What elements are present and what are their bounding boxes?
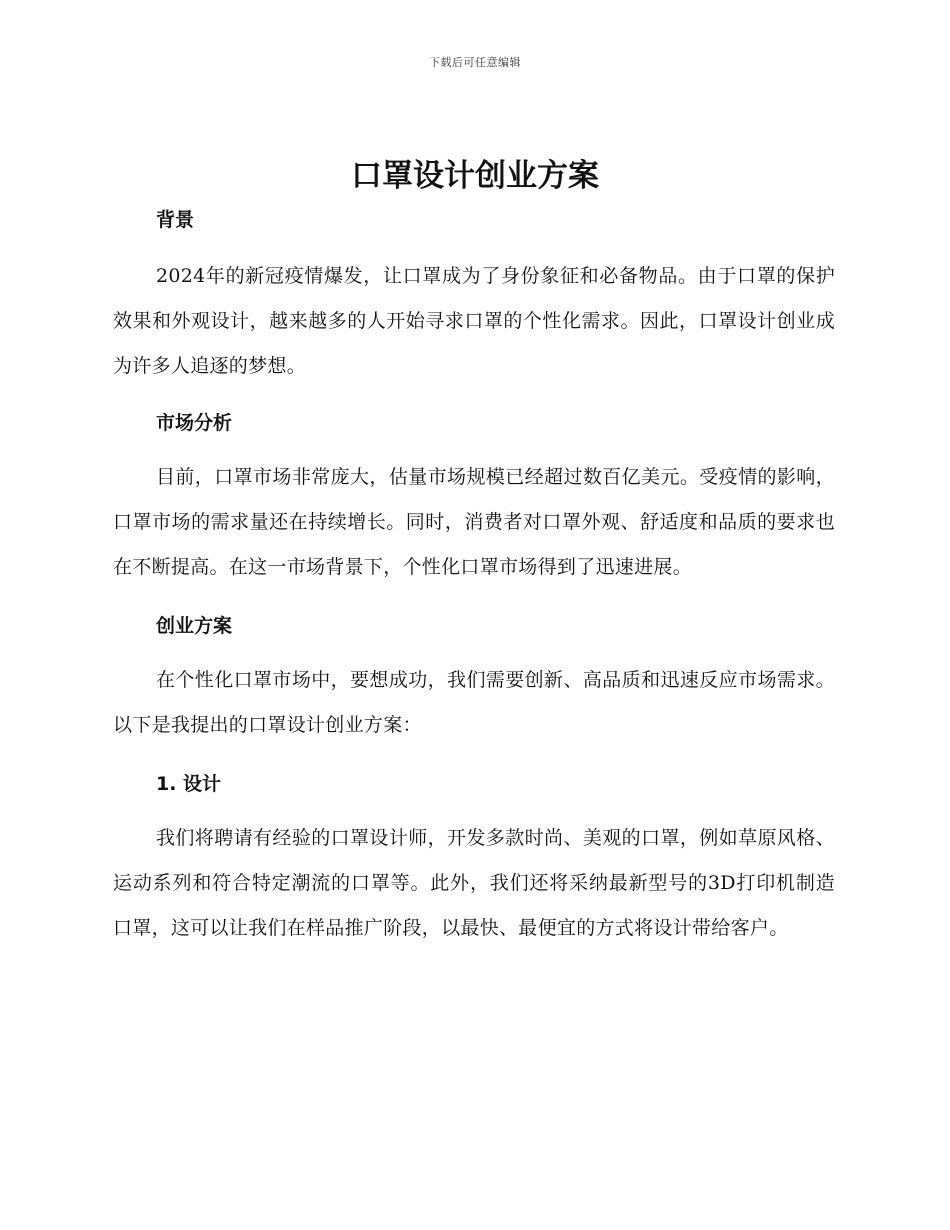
document-body (113, 202, 835, 951)
section-paragraph-market-analysis: 目前，口罩市场非常庞大，估量市场规模已经超过数百亿美元。受疫情的影响，口罩市场的需求量还在持续增长。同时，消费者对口罩外观、舒适度和品质的要求也在不断提高。在这一市场背景下，个性化口罩市场得到了迅速进展。 (113, 466, 835, 578)
section-heading-design: 1. 设计 (156, 773, 222, 795)
document-title: 口罩设计创业方案 (351, 158, 599, 194)
section-heading-business-plan: 创业方案 (156, 615, 233, 637)
section-paragraph-background: 2024年的新冠疫情爆发，让口罩成为了身份象征和必备物品。由于口罩的保护效果和外观设计，越来越多的人开始寻求口罩的个性化需求。因此，口罩设计创业成为许多人追逐的梦想。 (113, 265, 835, 377)
section-paragraph-business-plan: 在个性化口罩市场中，要想成功，我们需要创新、高品质和迅速反应市场需求。以下是我提出的口罩设计创业方案： (113, 669, 835, 736)
section-heading-market-analysis: 市场分析 (156, 412, 233, 434)
header-note: 下载后可任意编辑 (429, 56, 521, 69)
section-paragraph-design: 我们将聘请有经验的口罩设计师，开发多款时尚、美观的口罩，例如草原风格、运动系列和符合特定潮流的口罩等。此外，我们还将采纳最新型号的3D打印机制造口罩，这可以让我们在样品推广阶段，以最快、最便宜的方式将设计带给客户。 (113, 827, 835, 939)
section-heading-background: 背景 (156, 209, 195, 231)
